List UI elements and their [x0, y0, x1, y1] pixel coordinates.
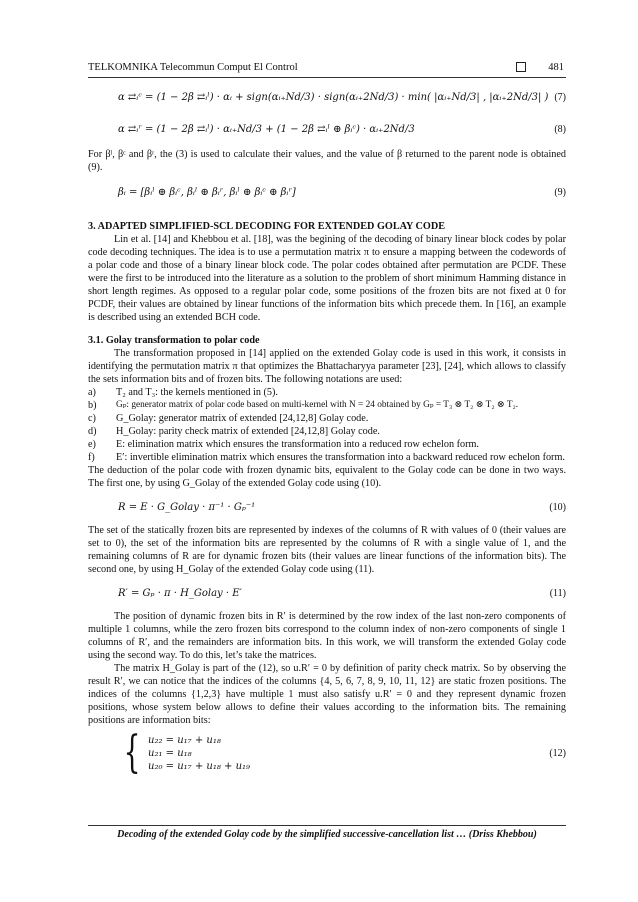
equation-9-number: (9): [554, 186, 566, 198]
checkbox-square-icon: [516, 62, 526, 72]
equation-11-formula: R′ = Gₚ · π · H_Golay · E′: [118, 587, 242, 599]
notation-list: [88, 386, 566, 464]
footer-rule: [88, 825, 566, 826]
list-item: f) E′: invertible elimination matrix which ensures the transformation into a backward reduced row echelon form.: [88, 452, 565, 463]
list-item: c) G_Golay: generator matrix of extended [24,12,8] Golay code.: [88, 413, 369, 424]
header-rule: [88, 77, 566, 78]
running-header: [88, 58, 566, 76]
equation-9-formula: βᵢ = [βᵢˡ ⊕ βᵢᶜ, βᵢˡ ⊕ βᵢʳ, βᵢˡ ⊕ βᵢᶜ ⊕ βᵢʳ]: [118, 186, 296, 198]
equation-9: [118, 182, 566, 202]
paragraph-dynamic-frozen: The position of dynamic frozen bits in R′ is determined by the row index of the last non-zero components of multiple 1 columns, while the zero frozen bits correspond to the column index of non-zero components of single 1 columns of R′, and the remainders are information bits. In this work, we will transform the extended Golay code using the second way. To do this, let’s take the matrices.: [88, 611, 566, 661]
paragraph-intro: Lin et al. [14] and Khebbou et al. [18], was the begining of the decoding of binary linear block codes by polar code decoding techniques. The idea is to use a permutation matrix π to ensure a mapping between the codewords of a polar code and those of a binary linear block code. The polar codes obtained after permutation are PCDF. These were the first to be introduced into the literature as a solution to the problem of short minimum Hamming distance in short length regimes. As opposed to a regular polar code, some positions of the frozen bits are not fixed at 0 for PCDF, their values are obtained by linear functions of the information bits which precede them. In [16], an example is described using an extended BCH code.: [88, 234, 566, 323]
page-body: [88, 86, 566, 778]
journal-name: TELKOMNIKA Telecommun Comput El Control: [88, 61, 298, 73]
paragraph-transformation: The transformation proposed in [14] applied on the extended Golay code is used in this work, it consists in identifying the permutation matrix π that optimizes the Bhattacharyya parameter [23], [24], which allows to classify the sets information bits and of frozen bits. The following notations are used:: [88, 348, 566, 385]
equation-10: [118, 498, 566, 516]
equation-10-formula: R = E · G_Golay · π⁻¹ · Gₚ⁻¹: [118, 501, 256, 513]
equation-10-number: (10): [549, 501, 566, 513]
equation-8-number: (8): [554, 123, 566, 135]
list-item: a) T₂ and T₃: the kernels mentioned in (5).: [88, 387, 278, 398]
list-item: e) E: elimination matrix which ensures the transformation into a reduced row echelon form.: [88, 439, 479, 450]
running-footer: Decoding of the extended Golay code by the simplified successive-cancellation list … (Driss Khebbou): [117, 829, 537, 840]
equation-8: [118, 118, 566, 140]
page-number: 481: [548, 61, 564, 73]
equation-12-row: u₂₁ = u₁₈: [148, 747, 192, 759]
equation-11-number: (11): [549, 587, 566, 599]
section-heading-3: 3. ADAPTED SIMPLIFIED-SCL DECODING FOR EXTENDED GOLAY CODE: [88, 221, 445, 232]
equation-12: [118, 727, 566, 778]
equation-12-row: u₂₀ = u₁₇ + u₁₈ + u₁₉: [148, 760, 251, 772]
equation-8-formula: α ⇄ᵢʳ = (1 − 2β ⇄ᵢˡ) · αᵢ₊Nd/3 + (1 − 2β ⇄ᵢˡ ⊕ βᵢᶜ) · αᵢ₊2Nd/3: [118, 123, 415, 135]
paragraph-beta-values: For βˡ, βᶜ and βʳ, the (3) is used to calculate their values, and the value of β returned to the parent node is obtained (9).: [88, 149, 566, 173]
equation-12-system: [148, 734, 540, 773]
left-brace-icon: {: [123, 727, 141, 778]
equation-7-number: (7): [554, 91, 566, 103]
equation-11: [118, 584, 566, 602]
list-item: d) H_Golay: parity check matrix of extended [24,12,8] Golay code.: [88, 426, 380, 437]
paragraph-frozen-sets: The set of the statically frozen bits are represented by indexes of the columns of R with values of 0 (their values are set to 0), the set of the information bits are represented by the columns of R with a single value of 1, and the remaining columns of R are for dynamic frozen bits (their values are linear functions of the information bits). The second one, by using H_Golay of the extended Golay code using (11).: [88, 525, 566, 575]
equation-12-row: u₂₂ = u₁₇ + u₁₈: [148, 734, 221, 746]
list-item: b) Gₚ: generator matrix of polar code based on multi-kernel with N = 24 obtained by Gₚ = T₃ ⊗ T₂ ⊗ T₂ ⊗ T₂.: [88, 400, 519, 411]
equation-7: [118, 86, 566, 108]
paragraph-parity-check: The matrix H_Golay is part of the (12), so u.R′ = 0 by definition of parity check matrix. So by observing the result R′, we can notice that the indices of the columns {4, 5, 6, 7, 8, 9, 10, 11, 12} are static frozen positions. The indices of the columns {1,2,3} have multiple 1 must also satisfy u.R′ = 0 and they represent dynamic frozen positions, whose system below allows to define their values according to the information bits. The remaining positions are information bits:: [88, 663, 566, 726]
subsection-heading-3-1: 3.1. Golay transformation to polar code: [88, 335, 260, 346]
paragraph-deduction: The deduction of the polar code with frozen dynamic bits, equivalent to the Golay code can be done in two ways. The first one, by using G_Golay of the extended Golay code using (10).: [88, 465, 566, 489]
equation-7-formula: α ⇄ᵢᶜ = (1 − 2β ⇄ᵢˡ) · αᵢ + sign(αᵢ₊Nd/3) · sign(αᵢ₊2Nd/3) · min( |αᵢ₊Nd/3| , |αᵢ₊2Nd/3| ): [118, 91, 549, 103]
equation-12-number: (12): [549, 747, 566, 759]
